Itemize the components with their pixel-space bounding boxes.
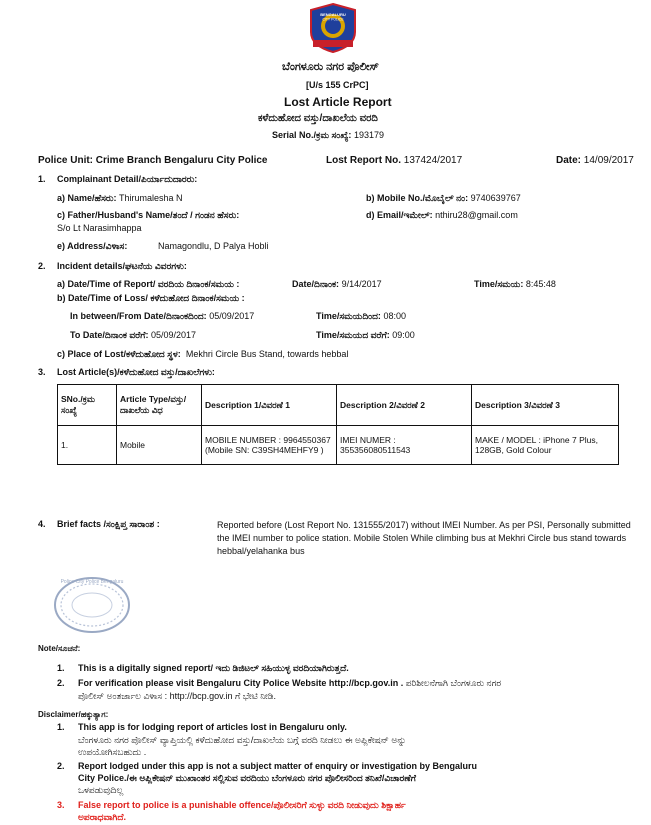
svg-text:BENGALURU: BENGALURU bbox=[320, 12, 346, 17]
section-2-number: 2. bbox=[38, 261, 46, 271]
loss-to-time bbox=[316, 330, 415, 341]
incident-report-time-label: Time/ಸಮಯ: bbox=[474, 279, 524, 289]
name-value: Thirumalesha N bbox=[119, 193, 183, 203]
note-2-rest: ಪರಿಶೀಲನೆಗಾಗಿ ಬೆಂಗಳೂರು ನಗರ bbox=[403, 678, 502, 688]
loss-to-time-label: Time/ಸಮಯದ ವರೆಗೆ: bbox=[316, 330, 390, 340]
section-3-number: 3. bbox=[38, 367, 46, 377]
table-cell-description-3: MAKE / MODEL : iPhone 7 Plus, 128GB, Gold Colour bbox=[472, 426, 619, 465]
address-label: e) Address/ವಿಳಾಸ: bbox=[57, 241, 128, 251]
loss-from-time bbox=[316, 311, 406, 322]
table-cell-description-2: IMEI NUMER : 355356080511543 bbox=[337, 426, 472, 465]
lost-articles-table bbox=[57, 384, 619, 465]
incident-report-time-value: 8:45:48 bbox=[525, 279, 556, 289]
place-of-loss bbox=[57, 349, 348, 360]
disclaimer-1-line3: ಉಪಯೋಗಿಸಬಹುದು . bbox=[78, 747, 147, 757]
loss-from-date bbox=[70, 311, 254, 322]
table-row bbox=[58, 426, 619, 465]
note-2-line2: ಪೊಲೀಸ್ ಅಂತರ್ಜಾಲ ವಿಳಾಸ : http://bcp.gov.in ಗೆ ಭೇಟಿ ನೀಡಿ. bbox=[78, 691, 276, 701]
police-seal-stamp bbox=[52, 575, 132, 635]
serial-value: 193179 bbox=[353, 130, 384, 140]
incident-report-date-label: Date/ದಿನಾಂಕ: bbox=[292, 279, 340, 289]
brief-facts-text: Reported before (Lost Report No. 131555/2017) without IMEI Number. As per PSI, Personally submitted the IMEI number to police station. Mobile Stolen While climbing bus at Mekhri Circle bus stand towards hebbal/yelahanka bus bbox=[217, 520, 631, 556]
father-label: c) Father/Husband's Name/ತಂದೆ / ಗಂಡನ ಹೆಸರು: bbox=[57, 210, 240, 220]
loss-to-date-label: To Date/ದಿನಾಂಕ ವರೆಗೆ: bbox=[70, 330, 149, 340]
disclaimer-2-line3: ಒಳಪಡುವುದಿಲ್ಲ bbox=[78, 785, 124, 795]
incident-report-date-value: 9/14/2017 bbox=[341, 279, 382, 289]
report-date-value: 14/09/2017 bbox=[583, 155, 634, 166]
note-heading: Note/ಸೂಚನೆ: bbox=[38, 644, 81, 653]
report-number-label: Lost Report No. bbox=[326, 155, 401, 166]
email-label: d) Email/ಇಮೇಲ್: bbox=[366, 210, 433, 220]
report-date bbox=[556, 155, 634, 166]
mobile-label: b) Mobile No./ಮೊಬೈಲ್ ನಂ: bbox=[366, 193, 469, 203]
disclaimer-1-line1: This app is for lodging report of articles lost in Bengaluru only. bbox=[78, 722, 347, 732]
section-3-heading: Lost Article(s)/ಕಳೆದುಹೋದ ವಸ್ತು/ದಾಖಲೆಗಳು: bbox=[57, 367, 215, 377]
column-header-article-type: Article Type/ವಸ್ತು/ದಾಖಲೆಯ ವಿಧ bbox=[117, 385, 202, 426]
address-value: Namagondlu, D Palya Hobli bbox=[158, 241, 269, 251]
note-2-text bbox=[78, 678, 501, 689]
mobile-value: 9740639767 bbox=[470, 193, 521, 203]
column-header-description-1: Description 1/ವಿವರಣೆ 1 bbox=[202, 385, 337, 426]
section-2-heading: Incident details/ಘಟನೆಯ ವಿವರಗಳು: bbox=[57, 261, 187, 271]
table-header-row bbox=[58, 385, 619, 426]
disclaimer-3-line1: False report to police is a punishable offence/ಪೊಲೀಸರಿಗೆ ಸುಳ್ಳು ವರದಿ ನೀಡುವುದು ಶಿಕ್ಷಾರ್ಹ bbox=[78, 800, 406, 810]
section-1-heading: Complainant Detail/ಪಿರ್ಯಾದುದಾರರು: bbox=[57, 174, 198, 184]
disclaimer-1-line2: ಬೆಂಗಳೂರು ನಗರ ಪೊಲೀಸ್ ವ್ಯಾಪ್ತಿಯಲ್ಲಿ ಕಳೆದುಹೋದ ವಸ್ತು/ದಾಖಲೆಯ ಬಗ್ಗೆ ವರದಿ ನೀಡಲು ಈ ಅಪ್ಲಿಕೇಷನ್ ಅನ್ನು bbox=[78, 735, 407, 745]
report-number-value: 137424/2017 bbox=[403, 155, 463, 166]
police-unit: Police Unit: Crime Branch Bengaluru City Police bbox=[38, 155, 268, 166]
bengaluru-police-logo bbox=[303, 2, 363, 54]
page-title: Lost Article Report bbox=[284, 95, 392, 109]
column-header-description-2: Description 2/ವಿವರಣೆ 2 bbox=[337, 385, 472, 426]
place-value: Mekhri Circle Bus Stand, towards hebbal bbox=[185, 349, 349, 359]
loss-from-date-value: 05/09/2017 bbox=[209, 311, 255, 321]
table-cell-description-1: MOBILE NUMBER : 9964550367 (Mobile SN: C39SH4MEHFY9 ) bbox=[202, 426, 337, 465]
loss-from-date-label: In between/From Date/ದಿನಾಂಕದಿಂದ: bbox=[70, 311, 207, 321]
complainant-email bbox=[366, 210, 518, 221]
column-header-sno: SNo./ಕ್ರಮ ಸಂಖ್ಯೆ bbox=[58, 385, 117, 426]
name-label: a) Name/ಹೆಸರು: bbox=[57, 193, 117, 203]
disclaimer-3-number: 3. bbox=[57, 800, 65, 810]
place-label: c) Place of Lost/ಕಳೆದುಹೋದ ಸ್ಥಳ: bbox=[57, 349, 181, 359]
brief-facts-label: Brief facts /ಸಂಕ್ಷಿಪ್ತ ಸಾರಾಂಶ : bbox=[57, 519, 160, 529]
incident-report-time bbox=[474, 279, 556, 290]
incident-report-date bbox=[292, 279, 382, 290]
column-header-description-3: Description 3/ವಿವರಣೆ 3 bbox=[472, 385, 619, 426]
disclaimer-3-line2: ಅಪರಾಧವಾಗಿದೆ. bbox=[78, 812, 127, 822]
serial-label: Serial No./ಕ್ರಮ ಸಂಖ್ಯೆ: bbox=[272, 130, 352, 140]
disclaimer-2-line2: City Police./ಈ ಅಪ್ಲಿಕೇಷನ್ ಮುಖಾಂತರ ಸಲ್ಲಿಸುವ ವರದಿಯು ಬೆಂಗಳೂರು ನಗರ ಪೊಲೀಸರಿಂದ ತನಿಖೆ/ವಿಚಾರಣೆಗೆ bbox=[78, 773, 416, 783]
loss-to-date bbox=[70, 330, 196, 341]
section-reference: [U/s 155 CrPC] bbox=[306, 80, 369, 90]
father-value: S/o Lt Narasimhappa bbox=[57, 223, 142, 233]
serial-number bbox=[272, 130, 384, 141]
loss-time-label: b) Date/Time of Loss/ ಕಳೆದುಹೋದ ದಿನಾಂಕ/ಸಮಯ : bbox=[57, 293, 245, 303]
note-2-bold: For verification please visit Bengaluru City Police Website http://bcp.gov.in . bbox=[78, 678, 404, 688]
loss-from-time-value: 08:00 bbox=[383, 311, 406, 321]
section-4-number: 4. bbox=[38, 519, 46, 529]
disclaimer-heading: Disclaimer/ಹಕ್ಕುತ್ಯಾಗ: bbox=[38, 710, 109, 719]
report-date-label: Date: bbox=[556, 155, 582, 166]
disclaimer-2-line1: Report lodged under this app is not a subject matter of enquiry or investigation by Bengaluru bbox=[78, 761, 478, 771]
table-cell-sno: 1. bbox=[58, 426, 117, 465]
disclaimer-2-number: 2. bbox=[57, 761, 65, 771]
disclaimer-1-number: 1. bbox=[57, 722, 65, 732]
subtitle-kannada: ಕಳೆದುಹೋದ ವಸ್ತು/ದಾಖಲೆಯ ವರದಿ bbox=[258, 113, 378, 124]
svg-text:CITY POLICE: CITY POLICE bbox=[322, 17, 344, 22]
note-1-number: 1. bbox=[57, 663, 65, 673]
loss-from-time-label: Time/ಸಮಯದಿಂದ: bbox=[316, 311, 381, 321]
complainant-mobile bbox=[366, 193, 521, 204]
title-kannada: ಬೆಂಗಳೂರು ನಗರ ಪೊಲೀಸ್ bbox=[282, 61, 379, 73]
loss-to-date-value: 05/09/2017 bbox=[151, 330, 197, 340]
note-2-number: 2. bbox=[57, 678, 65, 688]
note-1-text: This is a digitally signed report/ ಇದು ಡಿಜಿಟಲ್ ಸಹಿಯುಳ್ಳ ವರದಿಯಾಗಿರುತ್ತದೆ. bbox=[78, 663, 349, 673]
report-number bbox=[326, 155, 462, 166]
loss-to-time-value: 09:00 bbox=[392, 330, 415, 340]
complainant-name bbox=[57, 193, 183, 204]
email-value: nthiru28@gmail.com bbox=[435, 210, 518, 220]
section-1-number: 1. bbox=[38, 174, 46, 184]
svg-text:Police City Police Bengaluru: Police City Police Bengaluru bbox=[60, 579, 124, 585]
report-time-label: a) Date/Time of Report/ ವರದಿಯ ದಿನಾಂಕ/ಸಮಯ : bbox=[57, 279, 240, 289]
table-cell-article-type: Mobile bbox=[117, 426, 202, 465]
